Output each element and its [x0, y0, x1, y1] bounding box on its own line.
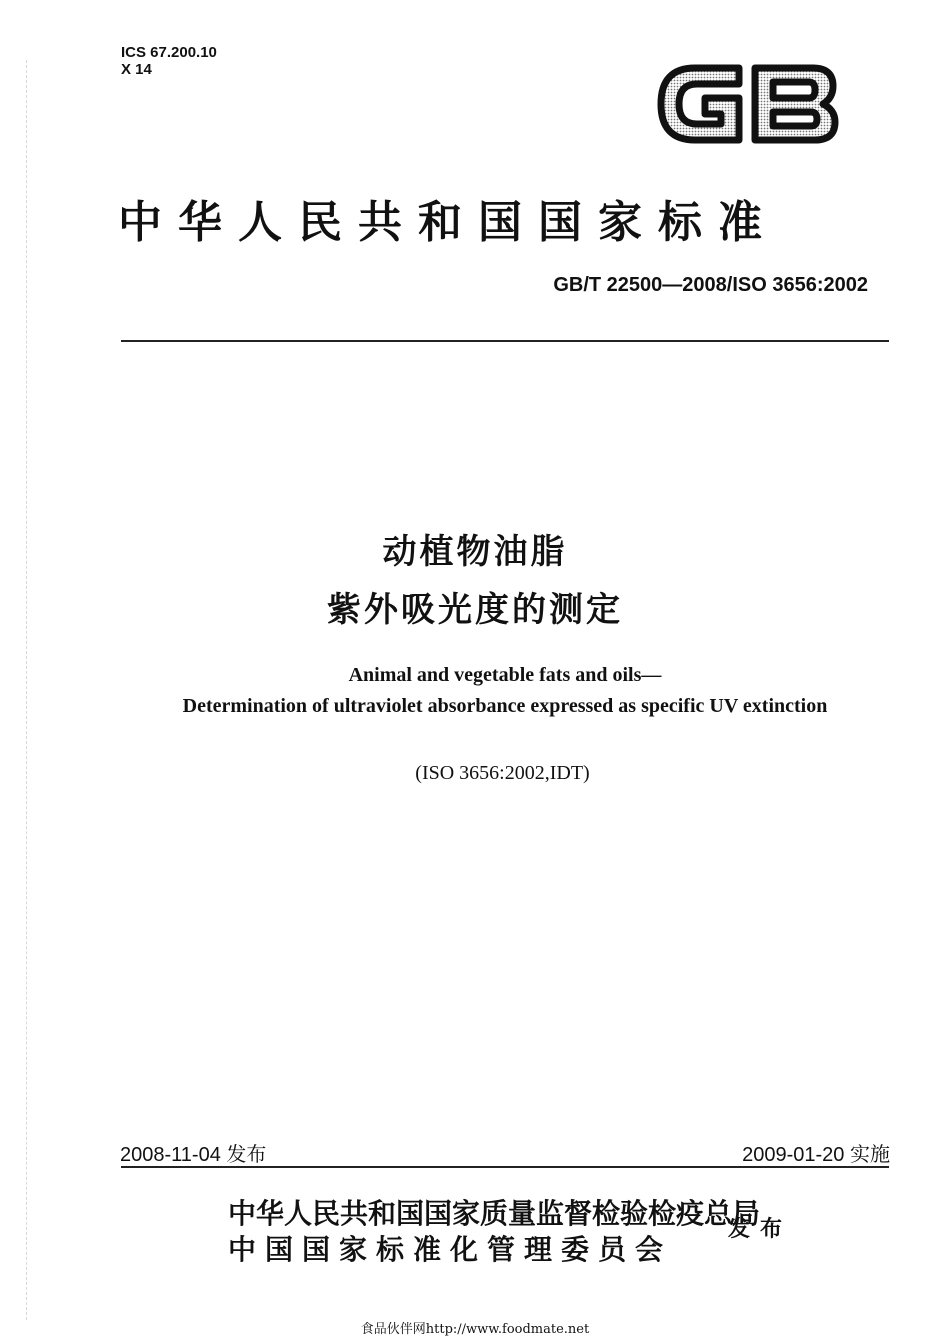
effective-date: 2009-01-20 实施: [742, 1144, 890, 1166]
ccs-code: X 14: [121, 61, 152, 78]
iso-equivalence: (ISO 3656:2002,IDT): [415, 762, 590, 784]
national-standard-heading: 中华人民共和国国家标准: [118, 197, 778, 248]
issuer-aqsiq: 中华人民共和国国家质量监督检验检疫总局: [228, 1197, 761, 1230]
issue-date: 2008-11-04 发布: [120, 1144, 267, 1166]
footer-watermark: 食品伙伴网http://www.foodmate.net: [360, 1322, 590, 1337]
top-divider: [121, 340, 889, 342]
en-title-line1: Animal and vegetable fats and oils—: [348, 664, 662, 686]
scan-margin-line: [26, 60, 27, 1320]
ics-code: ICS 67.200.10: [121, 44, 217, 61]
issuer-sac: 中国国家标准化管理委员会: [228, 1233, 673, 1266]
cn-title-line1: 动植物油脂: [382, 532, 568, 572]
en-title-line2: Determination of ultraviolet absorbance expressed as specific UV extinction: [182, 695, 828, 717]
bottom-divider: [121, 1166, 889, 1168]
standard-number: GB/T 22500—2008/ISO 3656:2002: [553, 274, 868, 296]
gb-logo-icon: [655, 58, 840, 150]
publish-label: 发布: [728, 1216, 793, 1242]
cn-title-line2: 紫外吸光度的测定: [327, 590, 623, 630]
classification-block: [121, 44, 217, 78]
